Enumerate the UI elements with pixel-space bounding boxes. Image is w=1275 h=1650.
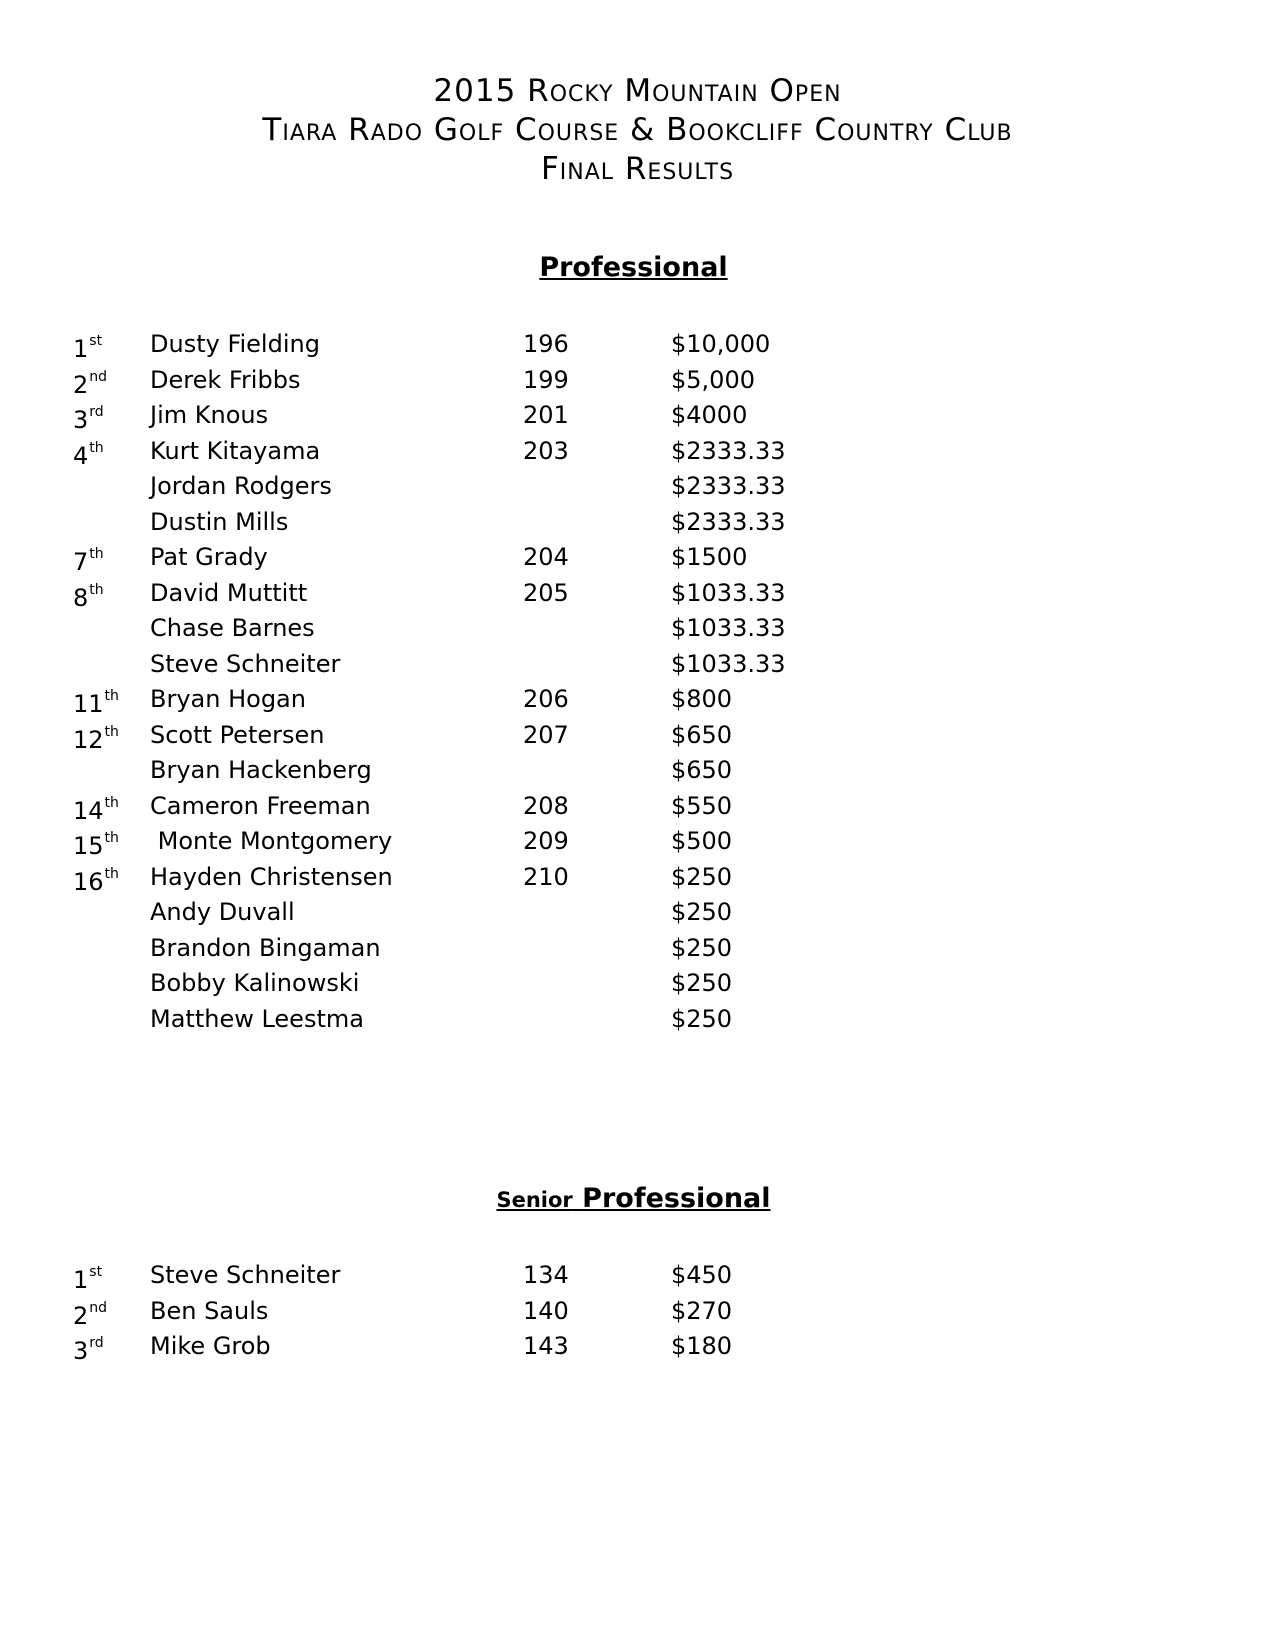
result-row — [0, 434, 1275, 470]
place-cell — [73, 789, 119, 830]
player-name: Jim Knous — [150, 401, 269, 429]
score-cell: 209 — [523, 827, 569, 855]
professional-results-table — [0, 327, 1275, 1037]
place-cell — [73, 611, 74, 652]
result-row — [0, 647, 1275, 683]
place-cell — [73, 576, 104, 617]
result-row — [0, 1002, 1275, 1038]
player-name: Bryan Hackenberg — [150, 756, 372, 784]
prize-cell: $2333.33 — [671, 507, 786, 536]
place-cell — [73, 824, 119, 865]
prize-cell: $650 — [671, 756, 733, 784]
place-suffix: th — [89, 581, 104, 598]
result-row — [0, 824, 1275, 860]
place-cell — [73, 1258, 102, 1299]
score-cell: 207 — [523, 720, 569, 749]
prize-cell: $450 — [671, 1261, 733, 1289]
place-cell — [73, 505, 74, 546]
result-row — [0, 1258, 1275, 1294]
prize-cell: $1033.33 — [671, 614, 786, 642]
place-cell — [73, 966, 74, 1007]
place-suffix: nd — [89, 1299, 108, 1316]
senior-results-table — [0, 1258, 1275, 1365]
place-number: 2 — [73, 370, 89, 399]
place-cell — [73, 895, 74, 936]
result-row — [0, 505, 1275, 541]
result-row — [0, 789, 1275, 825]
score-cell: 140 — [523, 1296, 569, 1325]
place-suffix: rd — [89, 404, 104, 420]
senior-heading-text: Professional — [582, 1183, 771, 1214]
place-number: 4 — [73, 441, 89, 470]
professional-heading — [0, 252, 1271, 283]
prize-cell: $180 — [671, 1332, 733, 1360]
senior-professional-heading — [0, 1183, 1271, 1214]
place-number: 14 — [73, 796, 104, 825]
result-row — [0, 1294, 1275, 1330]
result-row — [0, 753, 1275, 789]
place-cell — [73, 647, 74, 688]
player-name: Andy Duvall — [150, 898, 295, 926]
place-cell — [73, 398, 104, 439]
prize-cell: $250 — [671, 1004, 733, 1033]
place-suffix: th — [104, 865, 119, 882]
result-row — [0, 1329, 1275, 1365]
result-row — [0, 931, 1275, 967]
player-name: Dusty Fielding — [150, 330, 320, 358]
place-suffix: th — [104, 794, 119, 811]
player-name: Steve Schneiter — [150, 1261, 341, 1289]
prize-cell: $250 — [671, 862, 733, 891]
prize-cell: $250 — [671, 898, 733, 926]
place-cell — [73, 931, 74, 972]
results-title: Final Results — [540, 151, 735, 187]
player-name: Brandon Bingaman — [150, 933, 381, 962]
place-suffix: th — [104, 723, 119, 740]
player-name: Mike Grob — [150, 1332, 271, 1360]
place-cell — [73, 682, 119, 723]
place-cell — [73, 327, 102, 368]
place-number: 3 — [73, 1337, 89, 1365]
result-row — [0, 682, 1275, 718]
score-cell: 143 — [523, 1332, 569, 1360]
score-cell: 206 — [523, 685, 569, 713]
player-name: Scott Petersen — [150, 720, 325, 749]
place-number: 15 — [73, 832, 104, 860]
prize-cell: $500 — [671, 827, 733, 855]
result-row — [0, 540, 1275, 576]
player-name: Pat Grady — [150, 543, 268, 571]
prize-cell: $250 — [671, 969, 733, 997]
place-cell — [73, 860, 119, 901]
result-row — [0, 718, 1275, 754]
prize-cell: $800 — [671, 685, 733, 713]
prize-cell: $270 — [671, 1296, 733, 1325]
prize-cell: $250 — [671, 933, 733, 962]
player-name: David Muttitt — [150, 578, 308, 607]
place-number: 2 — [73, 1301, 89, 1330]
place-cell — [73, 434, 104, 475]
score-cell: 196 — [523, 330, 569, 358]
place-number: 1 — [73, 335, 89, 363]
result-row — [0, 611, 1275, 647]
place-number: 12 — [73, 725, 104, 754]
player-name: Jordan Rodgers — [150, 472, 332, 500]
place-number: 7 — [73, 548, 89, 576]
place-cell — [73, 363, 107, 404]
place-suffix: th — [89, 439, 104, 456]
result-row — [0, 860, 1275, 896]
score-cell: 201 — [523, 401, 569, 429]
player-name: Cameron Freeman — [150, 791, 371, 820]
prize-cell: $1500 — [671, 543, 748, 571]
place-number: 16 — [73, 867, 104, 896]
place-suffix: st — [89, 333, 103, 349]
player-name: Steve Schneiter — [150, 649, 341, 678]
place-suffix: th — [104, 688, 119, 704]
prize-cell: $2333.33 — [671, 436, 786, 465]
player-name: Monte Montgomery — [150, 827, 393, 855]
result-row — [0, 895, 1275, 931]
place-cell — [73, 1294, 107, 1335]
tournament-name: 2015 Rocky Mountain Open — [433, 73, 842, 109]
score-cell: 205 — [523, 578, 569, 607]
document-title — [0, 72, 1275, 189]
place-suffix: nd — [89, 368, 108, 385]
player-name: Chase Barnes — [150, 614, 315, 642]
score-cell: 208 — [523, 791, 569, 820]
place-number: 3 — [73, 406, 89, 434]
prize-cell: $650 — [671, 720, 733, 749]
prize-cell: $1033.33 — [671, 649, 786, 678]
result-row — [0, 469, 1275, 505]
result-row — [0, 398, 1275, 434]
prize-cell: $5,000 — [671, 365, 755, 394]
place-number: 11 — [73, 690, 104, 718]
place-cell — [73, 718, 119, 759]
professional-heading-text: Professional — [539, 252, 728, 283]
score-cell: 203 — [523, 436, 569, 465]
prize-cell: $10,000 — [671, 330, 771, 358]
place-cell — [73, 1002, 74, 1043]
prize-cell: $2333.33 — [671, 472, 786, 500]
senior-heading-prefix: Senior — [496, 1188, 573, 1212]
course-names: Tiara Rado Golf Course & Bookcliff Country Club — [262, 112, 1013, 148]
prize-cell: $550 — [671, 791, 733, 820]
place-number: 1 — [73, 1266, 89, 1294]
score-cell: 210 — [523, 862, 569, 891]
place-suffix: th — [104, 830, 119, 846]
score-cell: 204 — [523, 543, 569, 571]
player-name: Derek Fribbs — [150, 365, 301, 394]
place-cell — [73, 753, 74, 794]
result-row — [0, 363, 1275, 399]
prize-cell: $4000 — [671, 401, 748, 429]
result-row — [0, 966, 1275, 1002]
player-name: Bryan Hogan — [150, 685, 306, 713]
place-cell — [73, 469, 74, 510]
player-name: Ben Sauls — [150, 1296, 269, 1325]
player-name: Dustin Mills — [150, 507, 289, 536]
player-name: Kurt Kitayama — [150, 436, 321, 465]
player-name: Bobby Kalinowski — [150, 969, 360, 997]
place-suffix: rd — [89, 1335, 104, 1351]
place-cell — [73, 540, 104, 581]
place-cell — [73, 1329, 104, 1370]
player-name: Matthew Leestma — [150, 1004, 364, 1033]
score-cell: 134 — [523, 1261, 569, 1289]
result-row — [0, 327, 1275, 363]
player-name: Hayden Christensen — [150, 862, 393, 891]
place-number: 8 — [73, 583, 89, 612]
result-row — [0, 576, 1275, 612]
prize-cell: $1033.33 — [671, 578, 786, 607]
score-cell: 199 — [523, 365, 569, 394]
place-suffix: st — [89, 1264, 103, 1280]
place-suffix: th — [89, 546, 104, 562]
